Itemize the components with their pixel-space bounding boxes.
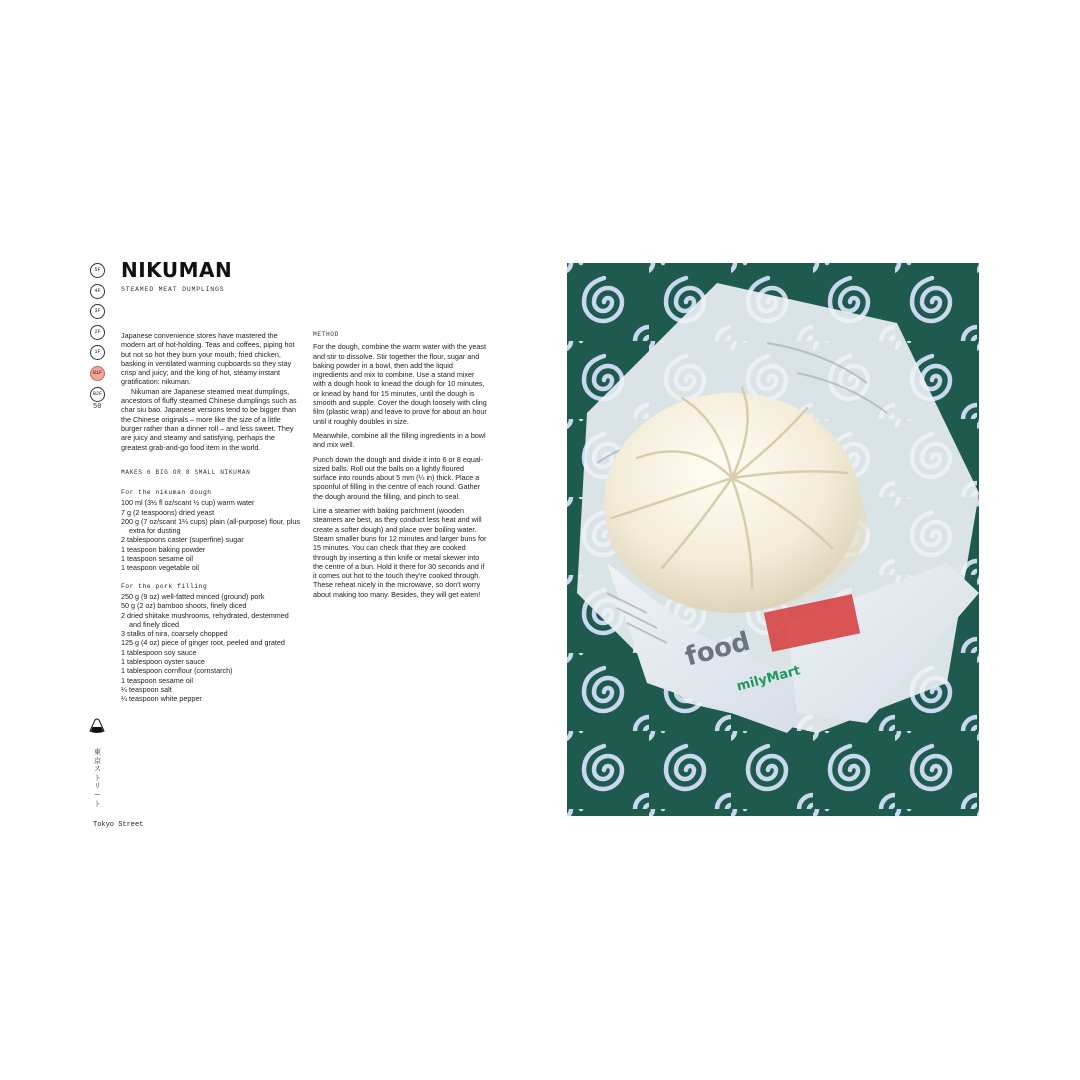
- book-title: Tokyo Street: [93, 821, 144, 829]
- vertical-book-title-jp: 東京ストリート: [94, 748, 101, 808]
- ingredient-item: 7 g (2 teaspoons) dried yeast: [121, 507, 215, 517]
- page-number: 50: [93, 403, 102, 411]
- wrapper-text: food: [682, 626, 754, 673]
- floor-b1f-active: B1F: [90, 366, 105, 381]
- method-step: Meanwhile, combine all the filling ingredients in a bowl and mix well.: [313, 430, 486, 450]
- ingredient-item: 1 tablespoon oyster sauce: [121, 657, 205, 667]
- recipe-title: NIKUMAN: [121, 258, 233, 282]
- dough-ingredients: [121, 488, 301, 573]
- intro-text: [121, 331, 297, 452]
- ingredient-item: 100 ml (3½ fl oz/scant ½ cup) warm water: [121, 498, 255, 508]
- intro-paragraph: Japanese convenience stores have mastered the modern art of hot-holding. Teas and coffees, piping hot but not so hot they burn your mouth; fried chicken, basking in ventilated warming cupboards so they stay crisp and juicy; and the king of hot, steamy instant gratification: nikuman.: [121, 331, 295, 387]
- makes-label: MAKES 6 BIG OR 8 SMALL NIKUMAN: [121, 469, 251, 476]
- nikuman-photo: [567, 263, 979, 816]
- floor-b2f: B2F: [90, 387, 105, 402]
- intro-paragraph: Nikuman are Japanese steamed meat dumplings, ancestors of fluffy steamed Chinese dumplings such as char siu bao. Japanese versions tend to be bigger than the Chinese originals – more like the size of a little burger rather than a dinner roll – and less sweet. They are juicy and steamy and satisfying, perhaps the greatest grab-and-go food item in the world.: [121, 386, 297, 452]
- ingredient-item: 50 g (2 oz) bamboo shoots, finely diced: [121, 601, 247, 611]
- ingredients: [121, 488, 301, 713]
- method-heading: METHOD: [313, 331, 339, 338]
- dough-heading: For the nikuman dough: [121, 489, 212, 496]
- ingredient-item: 250 g (9 oz) well-fatted minced (ground) pork: [121, 591, 265, 601]
- ingredient-item: 125 g (4 oz) piece of ginger root, peeled and grated: [121, 638, 285, 648]
- floor-3f: 3F: [90, 304, 105, 319]
- method-step: Punch down the dough and divide it into 6 or 8 equal-sized balls. Roll out the balls on a lightly floured surface into rounds about 5 mm (¼ in) thick. Place a spoonful of filling in the centre of each round. Gather the dough around the filling, and pinch to seal.: [313, 454, 483, 501]
- onigiri-icon: [89, 718, 105, 734]
- ingredient-item: 2 tablespoons caster (superfine) sugar: [121, 535, 244, 545]
- ingredient-item: 3 stalks of nira, coarsely chopped: [121, 629, 228, 639]
- method-step: For the dough, combine the warm water with the yeast and stir to dissolve. Stir together the flour, sugar and baking powder in a bowl, then add the liquid ingredients and mix to combine. Use a stand mixer with a dough hook to knead the dough for 10 minutes, or knead by hand for 15 minutes, until the dough is smooth and supple. Cover the dough loosely with cling film (plastic wrap) and leave to prove for about an hour until it roughly doubles in size.: [313, 342, 487, 426]
- photo-illustration: [567, 263, 979, 816]
- filling-heading: For the pork filling: [121, 582, 208, 590]
- ingredient-item: 1 teaspoon vegetable oil: [121, 563, 199, 573]
- floor-5f: 5F: [90, 263, 105, 278]
- floor-4f: 4F: [90, 284, 105, 299]
- ingredient-item: 2 dried shiitake mushrooms, rehydrated, destemmed and finely diced: [121, 610, 289, 629]
- ingredient-item: ¼ teaspoon white pepper: [121, 694, 202, 704]
- filling-ingredients: [121, 582, 301, 704]
- ingredient-item: 1 teaspoon sesame oil: [121, 554, 193, 564]
- ingredient-item: 1 tablespoon cornflour (cornstarch): [121, 666, 233, 676]
- floor-1f: 1F: [90, 345, 105, 360]
- ingredient-item: 200 g (7 oz/scant 1⅔ cups) plain (all-purpose) flour, plus extra for dusting: [121, 516, 300, 536]
- floor-index: [90, 263, 108, 407]
- brand-text: milyMart: [735, 663, 803, 695]
- method-text: [313, 330, 487, 604]
- ingredient-item: 1 tablespoon soy sauce: [121, 647, 197, 657]
- ingredient-item: 1 teaspoon baking powder: [121, 544, 206, 554]
- recipe-subtitle: STEAMED MEAT DUMPLINGS: [121, 286, 225, 293]
- method-step: Line a steamer with baking parchment (wooden steamers are best, as they conduct less heat and will create a softer dough) and place over boiling water. Steam smaller buns for 12 minutes and larger buns for 15 minutes. You can check that they are cooked through by inserting a thin knife or metal skewer into the centre of a bun. Hold it there for 30 seconds and if it comes out hot to the touch they're cooked through. These reheat nicely in the microwave, so don't worry about making too many. Besides, they will get eaten!: [313, 506, 487, 599]
- ingredient-item: 1 teaspoon sesame oil: [121, 675, 193, 685]
- ingredient-item: ¼ teaspoon salt: [121, 684, 172, 694]
- floor-2f: 2F: [90, 325, 105, 340]
